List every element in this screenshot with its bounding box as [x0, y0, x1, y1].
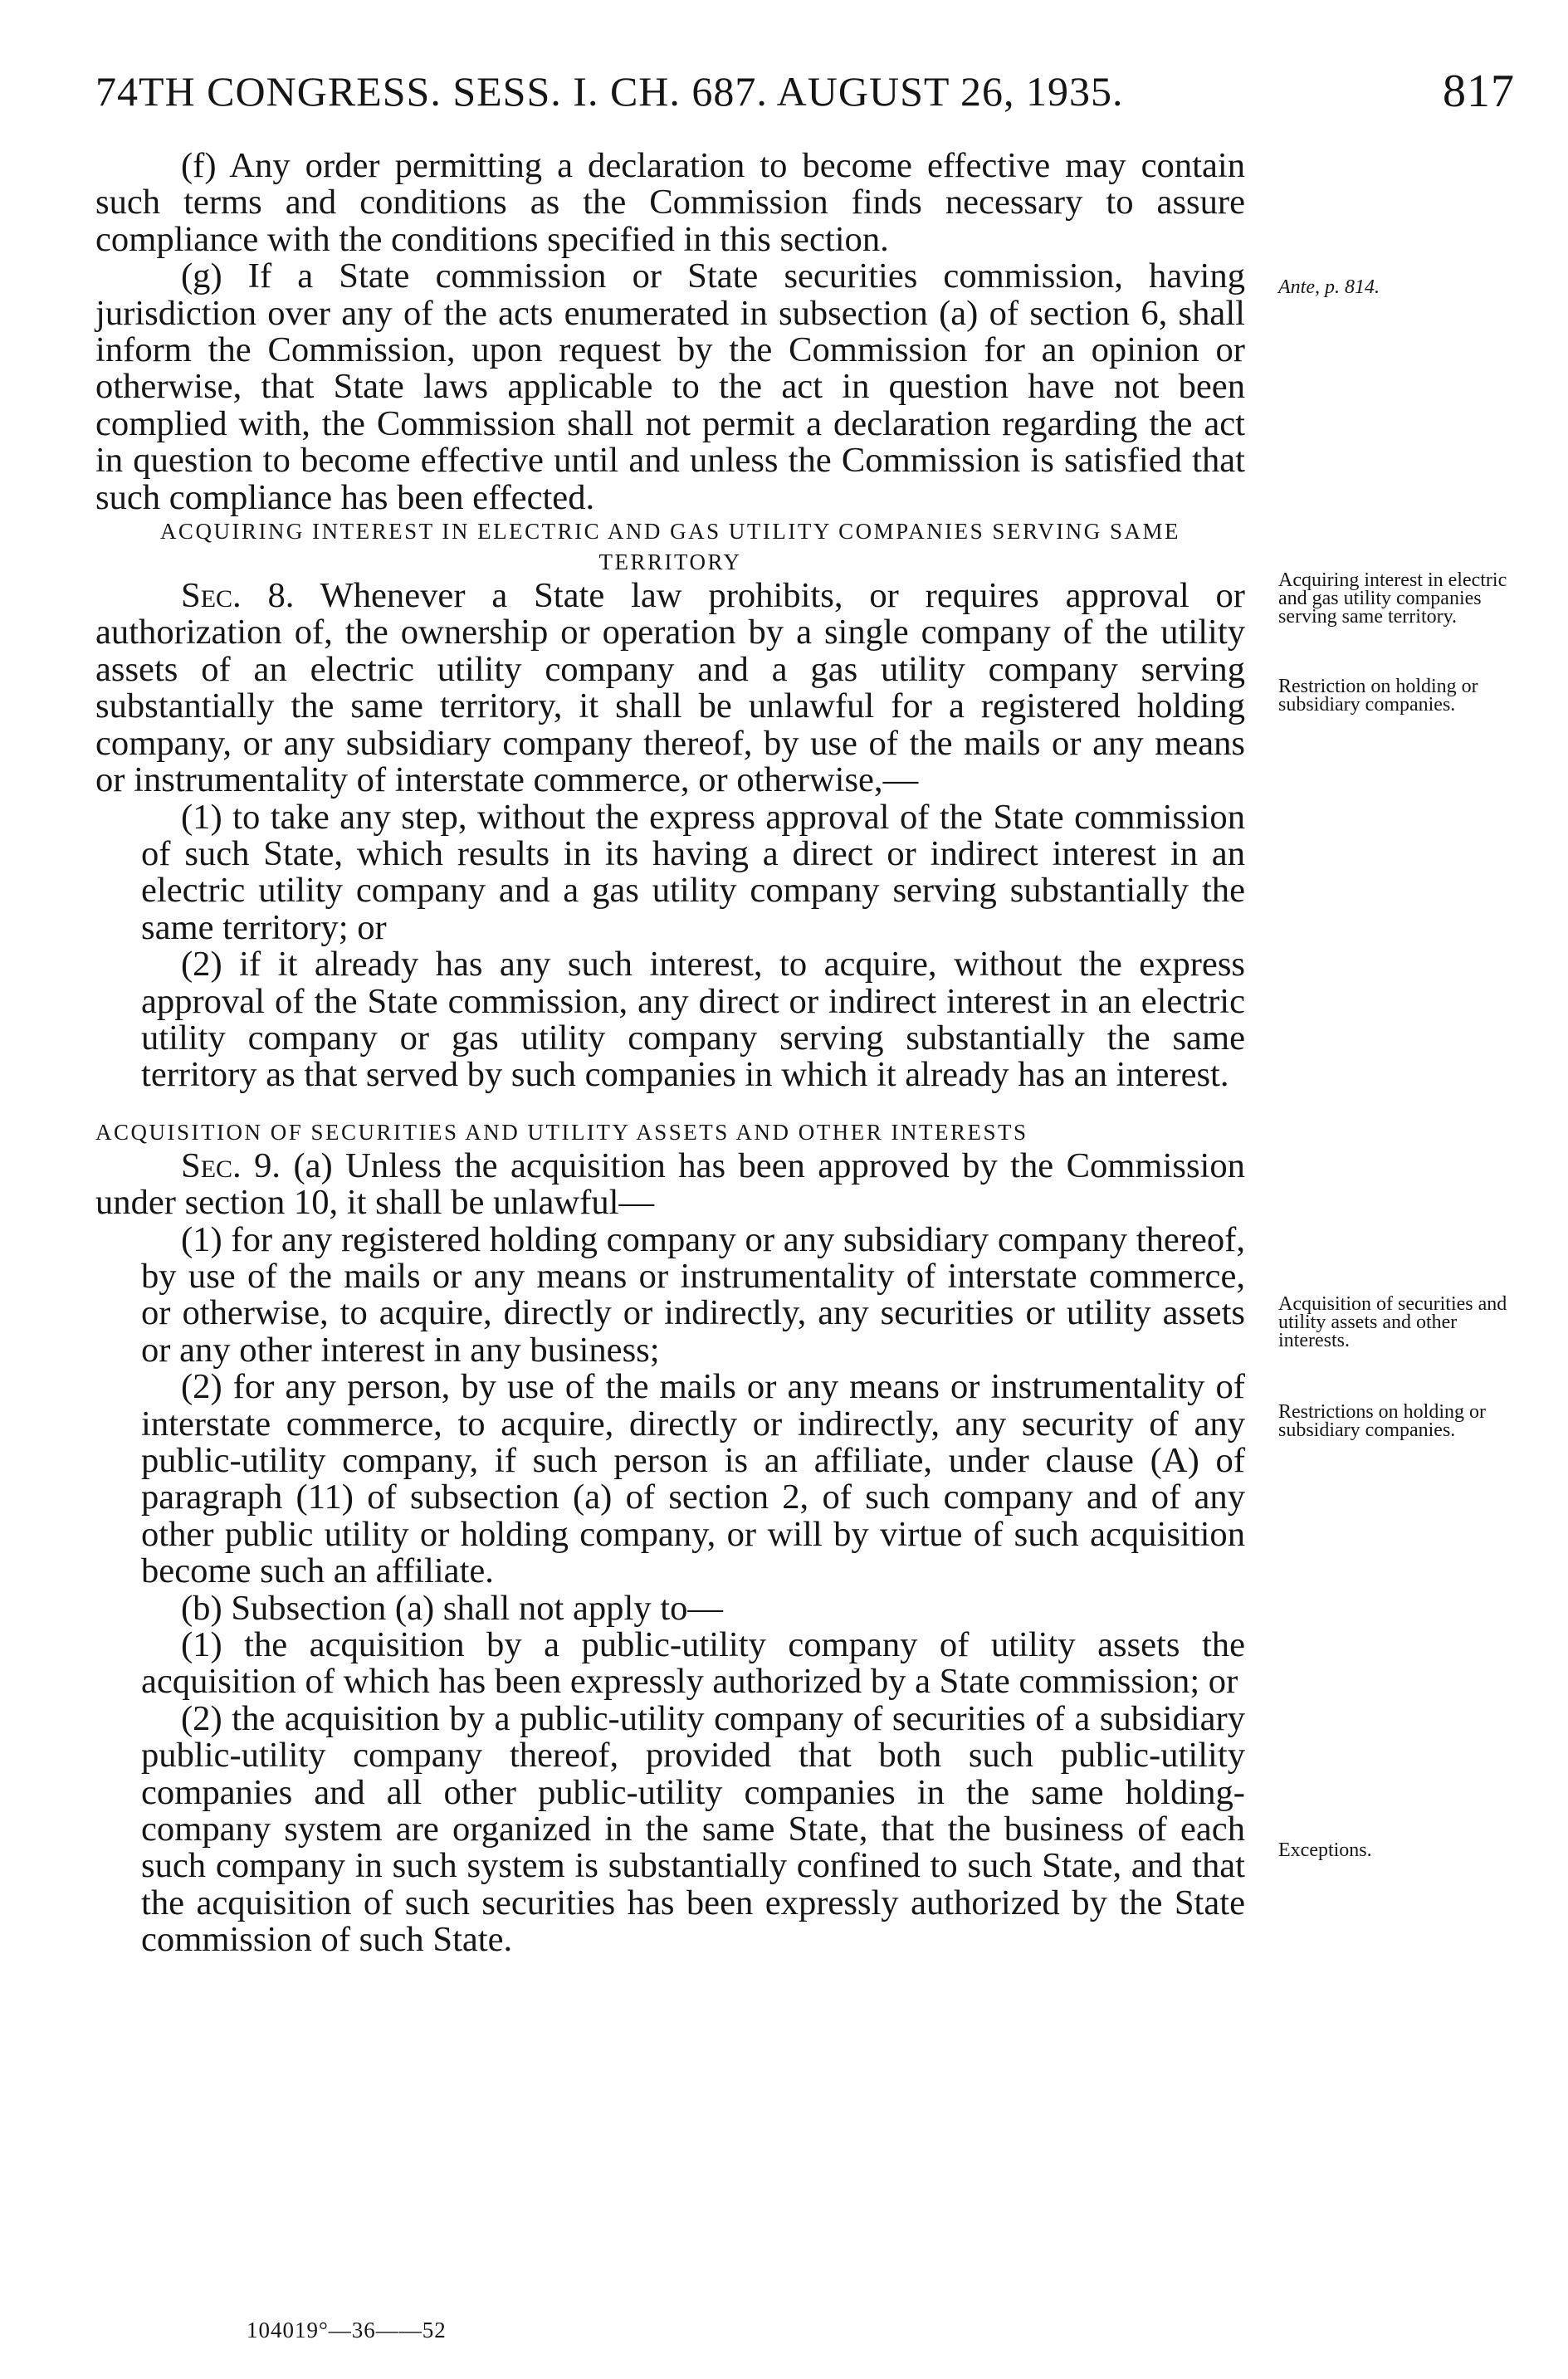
print-code: 104019°—36——52 — [247, 2318, 447, 2342]
section-heading-8: ACQUIRING INTEREST IN ELECTRIC AND GAS UTILITY COMPANIES SERVING SAME TERRITORY — [159, 519, 1181, 575]
section-8-clause-1: (1) to take any step, without the express approval of the State commission of such State, which results in its having a direct or indirect interest in an electric utility company and a gas utility company serving substantially the same territory; or — [141, 797, 1245, 947]
section-9b-clause-1: (1) the acquisition by a public-utility company of utility assets the acquisition of which has been expressly authorized by a State commission; or — [141, 1625, 1245, 1702]
margin-note-exceptions: Exceptions. — [1278, 1839, 1372, 1861]
section-8-intro — [95, 578, 1245, 799]
section-9a-clause-2: (2) for any person, by use of the mails or any means or instrumentality of interstate commerce, to acquire, directly or indirectly, any security of any public-utility company, if such person is an affiliate, under clause (A) of paragraph (11) of subsection (a) of section 2, of such company and of any other public utility or holding company, or will by virtue of such acquisition become such an affiliate. — [141, 1367, 1245, 1591]
section-9b-intro: (b) Subsection (a) shall not apply to— — [181, 1588, 723, 1628]
section-8-clause-2: (2) if it already has any such interest, to acquire, without the express approval of the State commission, any direct or indirect interest in an electric utility company or gas utility company serving substantially the same territory as that served by such companies in which it already has an interest. — [141, 945, 1245, 1095]
running-head: 74TH CONGRESS. SESS. I. CH. 687. AUGUST 26, 1935. — [95, 68, 1124, 115]
section-8-text: Whenever a State law prohibits, or requires approval or authorization of, the ownership or operation by a single company of the utility assets of an electric utility company and a gas utility company serving substantially the same territory, it shall be unlawful for a registered holding company, or any subsidiary company thereof, by use of the mails or any means or instrumentality of interstate commerce, or otherwise,— — [95, 576, 1245, 800]
margin-note-restrictions: Restrictions on holding or subsidiary companies. — [1278, 1401, 1486, 1441]
margin-note-acquisition: Acquisition of securities and utility assets and other interests. — [1278, 1293, 1507, 1351]
page-number: 817 — [1443, 66, 1515, 117]
statute-body — [95, 148, 1245, 1959]
section-heading-9: ACQUISITION OF SECURITIES AND UTILITY ASSETS AND OTHER INTERESTS — [95, 1119, 1028, 1145]
section-9-text: (a) Unless the acquisition has been approved by the Commission under section 10, it shall be unlawful— — [95, 1146, 1245, 1223]
section-9-label: Sec. 9. — [181, 1146, 281, 1185]
section-9-intro — [95, 1148, 1245, 1222]
margin-note-ante: Ante, p. 814. — [1278, 276, 1380, 298]
paragraph-f: (f) Any order permitting a declaration to become effective may contain such terms and conditions as the Commission finds necessary to assure compliance with the conditions specified in this section. — [95, 146, 1245, 259]
margin-note-acquiring-interest: Acquiring interest in electric and gas utility companies serving same territory. — [1278, 569, 1507, 628]
paragraph-g: (g) If a State commission or State securities commission, having jurisdiction over any of the acts enumerated in subsection (a) of section 6, shall inform the Commission, upon request by the Commission for an opinion or otherwise, that State laws applicable to the act in question have not been complied with, the Commission shall not permit a declaration regarding the act in question to become effective until and unless the Commission is satisfied that such compliance has been effected. — [95, 256, 1245, 517]
margin-note-restriction: Restriction on holding or subsidiary companies. — [1278, 676, 1478, 716]
section-9b-clause-2: (2) the acquisition by a public-utility company of securities of a subsidiary public-utility company thereof, provided that both such public-utility companies and all other public-utility companies in the same holding-company system are organized in the same State, that the business of each such company in such system is substantially confined to such State, and that the acquisition of such securities has been expressly authorized by the State commission of such State. — [141, 1698, 1245, 1960]
section-9a-clause-1: (1) for any registered holding company or any subsidiary company thereof, by use of the mails or any means or instrumentality of interstate commerce, or otherwise, to acquire, directly or indirectly, any securities or utility assets or any other interest in any business; — [141, 1219, 1245, 1370]
section-8-label: Sec. 8. — [181, 576, 295, 616]
